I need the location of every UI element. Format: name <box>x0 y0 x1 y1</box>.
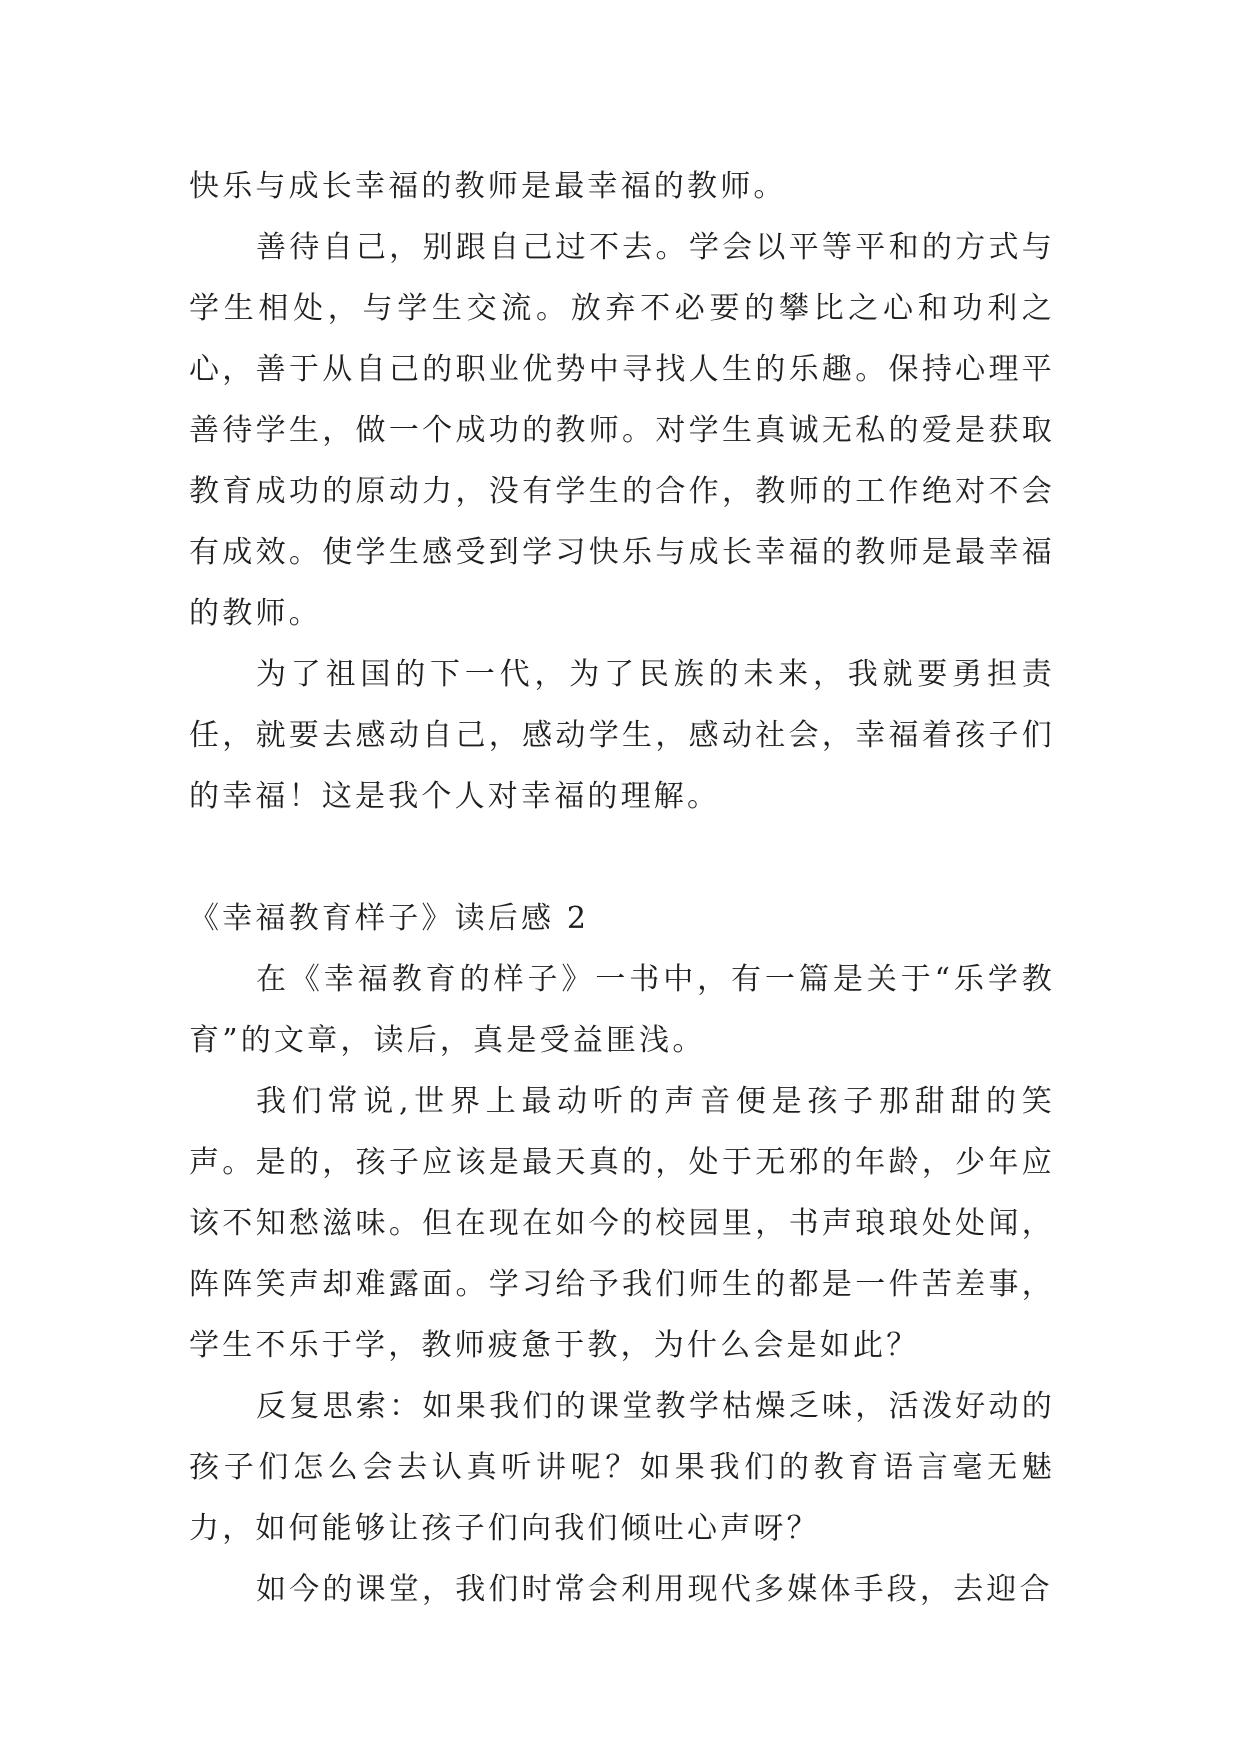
paragraph: 我们常说,世界上最动听的声音便是孩子那甜甜的笑声。是的，孩子应该是最天真的，处于无邪的年龄，少年应该不知愁滋味。但在现在如今的校园里，书声琅琅处处闻，阵阵笑声却难露面。学习给予我们师生的都是一件苦差事，学生不乐于学，教师疲惫于教，为什么会是如此？ <box>189 1084 1055 1363</box>
section-title: 《幸福教育样子》读后感 2 <box>189 901 590 936</box>
paragraph: 在《幸福教育的样子》一书中，有一篇是关于“乐学教育”的文章，读后，真是受益匪浅。 <box>189 962 1055 1058</box>
paragraph: 如今的课堂，我们时常会利用现代多媒体手段，去迎合 <box>256 1572 1053 1607</box>
paragraph-continuation: 快乐与成长幸福的教师是最幸福的教师。 <box>189 169 787 204</box>
paragraph: 为了祖国的下一代，为了民族的未来，我就要勇担责任，就要去感动自己，感动学生，感动社会，幸福着孩子们的幸福！这是我个人对幸福的理解。 <box>189 657 1055 814</box>
document-body <box>189 156 1055 1620</box>
paragraph: 善待自己，别跟自己过不去。学会以平等平和的方式与学生相处，与学生交流。放弃不必要的攀比之心和功利之心，善于从自己的职业优势中寻找人生的乐趣。保持心理平善待学生，做一个成功的教师。对学生真诚无私的爱是获取教育成功的原动力，没有学生的合作，教师的工作绝对不会有成效。使学生感受到学习快乐与成长幸福的教师是最幸福的教师。 <box>189 230 1055 631</box>
paragraph: 反复思索：如果我们的课堂教学枯燥乏味，活泼好动的孩子们怎么会去认真听讲呢？如果我们的教育语言毫无魅力，如何能够让孩子们向我们倾吐心声呀？ <box>189 1389 1055 1546</box>
